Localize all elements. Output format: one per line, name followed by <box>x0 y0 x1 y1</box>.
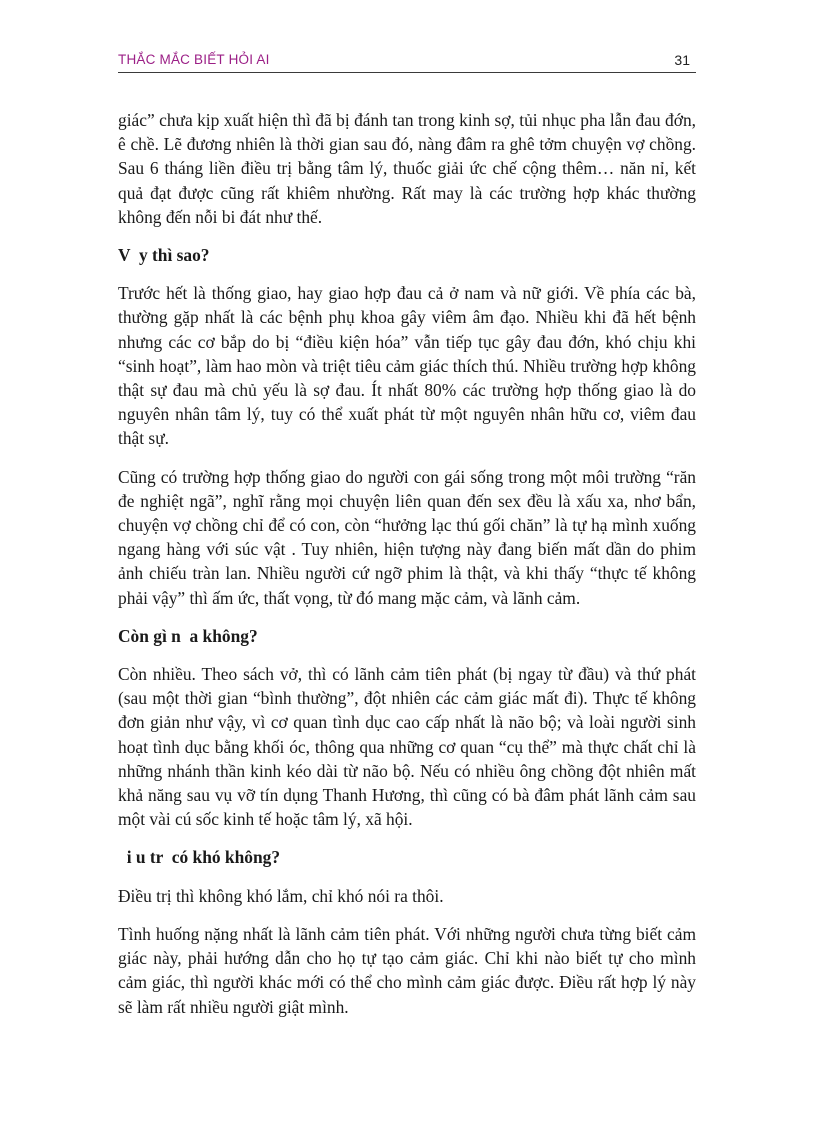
body-text <box>118 108 696 1033</box>
paragraph: Tình huống nặng nhất là lãnh cảm tiên phát. Với những người chưa từng biết cảm giác này, phải hướng dẫn cho họ tự tạo cảm giác. Chỉ khi nào biết tự cho mình cảm giác, thì người khác mới có thể cho mình cảm giác được. Điều rất hợp lý này sẽ làm rất nhiều người giật mình. <box>118 923 696 1017</box>
paragraph: Điều trị thì không khó lắm, chỉ khó nói ra thôi. <box>118 885 444 906</box>
paragraph: Cũng có trường hợp thống giao do người con gái sống trong một môi trường “răn đe nghiệt ngã”, nghĩ rằng mọi chuyện liên quan đến sex đều là xấu xa, nhơ bẩn, chuyện vợ chồng chỉ để có con, còn “hưởng lạc thú gối chăn” là tự hạ mình xuống ngang hàng với súc vật . Tuy nhiên, hiện tượng này đang biến mất dần do phim ảnh chiếu tràn lan. Nhiều người cứ ngỡ phim là thật, và khi thấy “thực tế không phải vậy” thì ấm ức, thất vọng, từ đó mang mặc cảm, và lãnh cảm. <box>118 466 696 608</box>
paragraph: Trước hết là thống giao, hay giao hợp đau cả ở nam và nữ giới. Về phía các bà, thường gặp nhất là các bệnh phụ khoa gây viêm âm đạo. Nhiều khi đã hết bệnh nhưng các cơ bắp do bị “điều kiện hóa” vẫn tiếp tục gây đau đớn, khó chịu khi “sinh hoạt”, làm hao mòn và triệt tiêu cảm giác thích thú. Nhiều trường hợp không thật sự đau mà chủ yếu là sợ đau. Ít nhất 80% các trường hợp thống giao là do nguyên nhân tâm lý, tuy có thể xuất phát từ một nguyên nhân hữu cơ, viêm đau thật sự. <box>118 283 696 449</box>
page-number: 31 <box>674 52 690 68</box>
running-header <box>118 50 696 73</box>
paragraph: Còn nhiều. Theo sách vở, thì có lãnh cảm tiên phát (bị ngay từ đầu) và thứ phát (sau một thời gian “bình thường”, đột nhiên các cảm giác mất đi). Thực tế không đơn giản như vậy, vì cơ quan tình dục cao cấp nhất là não bộ; và loài người sinh hoạt tình dục bằng khối óc, thông qua những cơ quan “cụ thể” mà thực chất chỉ là những nhánh thần kinh kéo dài từ não bộ. Nếu có nhiều ông chồng đột nhiên mất khả năng sau vụ vỡ tín dụng Thanh Hương, thì cũng có bà đâm phát lãnh cảm sau một vài cú sốc kinh tế hoặc tâm lý, xã hội. <box>118 664 696 830</box>
section-heading: i u tr có khó không? <box>118 847 281 868</box>
header-title: THẮC MẮC BIẾT HỎI AI <box>118 52 270 67</box>
section-heading: Còn gì n a không? <box>118 625 258 646</box>
paragraph: giác” chưa kịp xuất hiện thì đã bị đánh tan trong kinh sợ, tủi nhục pha lẫn đau đớn, ê chề. Lẽ đương nhiên là thời gian sau đó, nàng đâm ra ghê tởm chuyện vợ chồng. Sau 6 tháng liền điều trị bằng tâm lý, thuốc giải ức chế cộng thêm… năn nỉ, kết quả đạt được cũng rất khiêm nhường. Rất may là các trường hợp khác thường không đến nỗi bi đát như thế. <box>118 110 696 227</box>
section-heading: V y thì sao? <box>118 245 210 266</box>
